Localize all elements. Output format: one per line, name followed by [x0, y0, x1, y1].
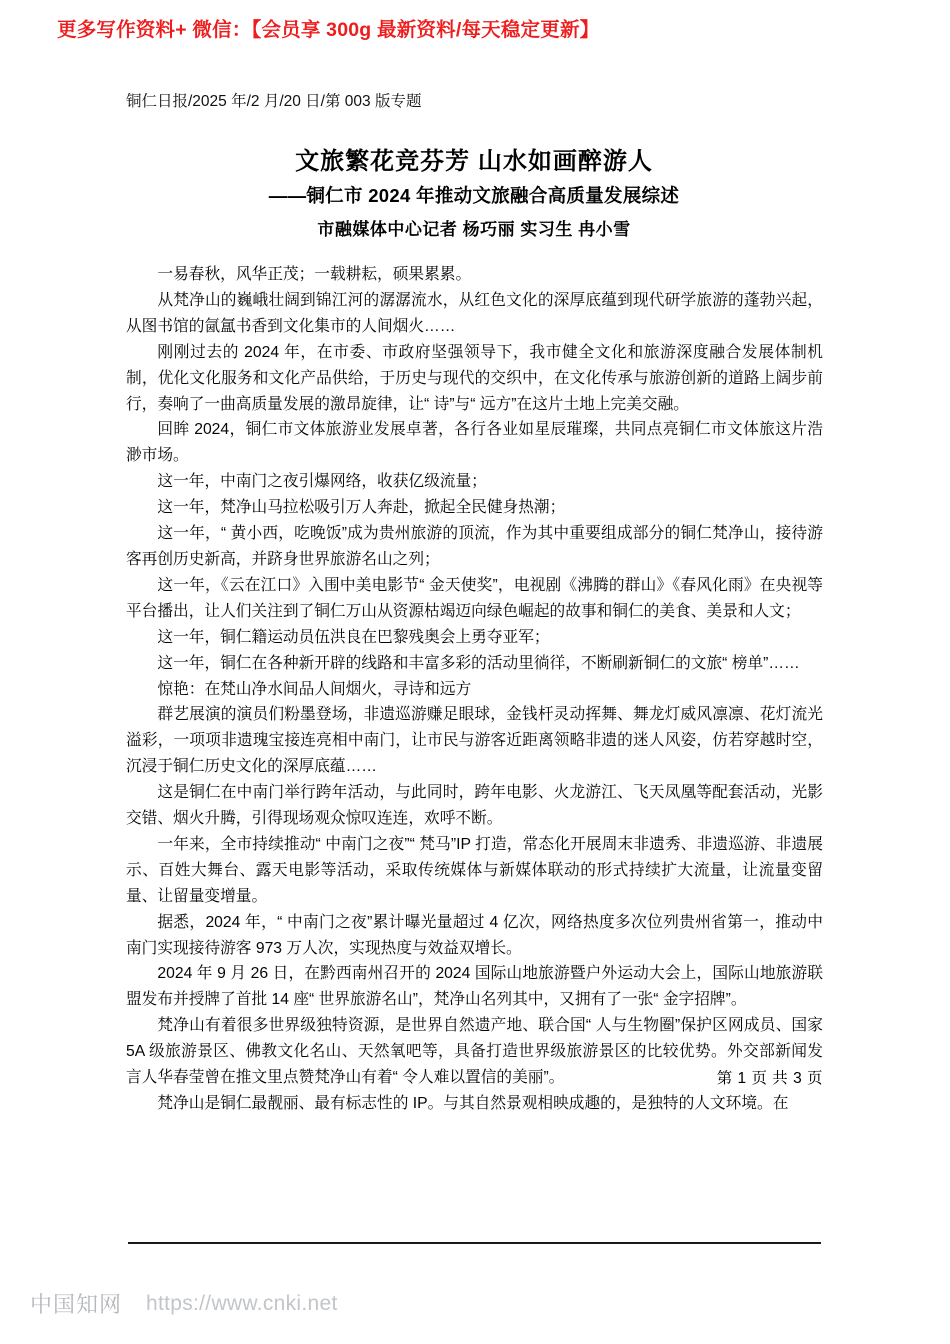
article-paragraph: 这一年，铜仁在各种新开辟的线路和丰富多彩的活动里徜徉，不断刷新铜仁的文旅“ 榜单”……: [157, 654, 800, 672]
article-paragraph: 梵净山是铜仁最靓丽、最有标志性的 IP。与其自然景观相映成趣的，是独特的人文环境。在: [157, 1095, 789, 1112]
article-paragraph: 群艺展演的演员们粉墨登场，非遗巡游赚足眼球，金钱杆灵动挥舞、舞龙灯威风凛凛、花灯流光溢彩，一项项非遗瑰宝接连亮相中南门，让市民与游客近距离领略非遗的迷人风姿，仿若穿越时空，沉浸于铜仁历史文化的深厚底蕴……: [126, 706, 823, 776]
article-paragraph: 回眸 2024，铜仁市文体旅游业发展卓著，各行各业如星辰璀璨，共同点亮铜仁市文体旅这片浩渺市场。: [126, 421, 823, 465]
promo-banner-text: 更多写作资料+ 微信：【会员享 300g 最新资料/每天稳定更新】: [57, 19, 600, 41]
article-paragraph: 这一年，中南门之夜引爆网络，收获亿级流量；: [157, 473, 487, 491]
footer-divider-rule: [128, 1242, 821, 1244]
article-main-title: 文旅繁花竞芬芳 山水如画醉游人: [295, 148, 653, 175]
newspaper-masthead: 铜仁日报/2025 年/2 月/20 日/第 003 版专题: [126, 93, 422, 110]
article-paragraph: 梵净山有着很多世界级独特资源，是世界自然遗产地、联合国“ 人与生物圈”保护区网成员、国家 5A 级旅游景区、佛教文化名山、天然氧吧等，具备打造世界级旅游景区的比较优势。外交部新闻发言人华春莹曾在推文里点赞梵净山有着“ 令人难以置信的美丽”。: [126, 1017, 823, 1087]
article-paragraph: 一易春秋，风华正茂；一载耕耘，硕果累累。: [157, 266, 472, 283]
title-block: [126, 145, 822, 211]
article-paragraph: 从梵净山的巍峨壮阔到锦江河的潺潺流水，从红色文化的深厚底蕴到现代研学旅游的蓬勃兴起，从图书馆的氤氲书香到文化集市的人间烟火……: [126, 291, 823, 335]
cnki-watermark: [30, 1288, 338, 1319]
article-byline: 市融媒体中心记者 杨巧丽 实习生 冉小雪: [317, 220, 631, 239]
cnki-brand-label: 中国知网: [30, 1292, 123, 1317]
article-sub-title: ——铜仁市 2024 年推动文旅融合高质量发展综述: [268, 185, 680, 206]
article-paragraph: 这一年，铜仁籍运动员伍洪良在巴黎残奥会上勇夺亚军；: [157, 628, 550, 646]
article-paragraph: 这是铜仁在中南门举行跨年活动，与此同时，跨年电影、火龙游江、飞天凤凰等配套活动，光影交错、烟火升腾，引得现场观众惊叹连连，欢呼不断。: [126, 784, 823, 828]
article-paragraph: 一年来，全市持续推动“ 中南门之夜”“ 梵马”IP 打造，常态化开展周末非遗秀、非遗巡游、非遗展示、百姓大舞台、露天电影等活动，采取传统媒体与新媒体联动的形式持续扩大流量，让流量变留量、让留量变增量。: [126, 835, 823, 905]
article-paragraph: 惊艳：在梵山净水间品人间烟火，寻诗和远方: [157, 680, 472, 698]
article-paragraph: 这一年，“ 黄小西，吃晚饭”成为贵州旅游的顶流，作为其中重要组成部分的铜仁梵净山，接待游客再创历史新高，并跻身世界旅游名山之列；: [126, 525, 823, 568]
article-paragraph: 这一年，《云在江口》入围中美电影节“ 金天使奖”，电视剧《沸腾的群山》《春风化雨》在央视等平台播出，让人们关注到了铜仁万山从资源枯竭迈向绿色崛起的故事和铜仁的美食、美景和人文；: [126, 576, 823, 620]
article-paragraph: 这一年，梵净山马拉松吸引万人奔赴，掀起全民健身热潮；: [157, 499, 566, 517]
page-number-footer: 第 1 页 共 3 页: [716, 1070, 823, 1087]
article-paragraph: 2024 年 9 月 26 日，在黔西南州召开的 2024 国际山地旅游暨户外运动大会上，国际山地旅游联盟发布并授牌了首批 14 座“ 世界旅游名山”，梵净山名列其中，又拥有了一张“ 金字招牌”。: [126, 965, 823, 1009]
article-paragraph: 据悉，2024 年，“ 中南门之夜”累计曝光量超过 4 亿次，网络热度多次位列贵州省第一，推动中南门实现接待游客 973 万人次，实现热度与效益双增长。: [126, 913, 823, 957]
article-paragraph: 刚刚过去的 2024 年，在市委、市政府坚强领导下，我市健全文化和旅游深度融合发展体制机制，优化文化服务和文化产品供给，于历史与现代的交织中，在文化传承与旅游创新的道路上阔步前行，奏响了一曲高质量发展的激昂旋律，让“ 诗”与“ 远方”在这片土地上完美交融。: [126, 343, 823, 413]
article-body: [126, 262, 823, 1117]
cnki-url-label: https://www.cnki.net: [146, 1291, 338, 1315]
